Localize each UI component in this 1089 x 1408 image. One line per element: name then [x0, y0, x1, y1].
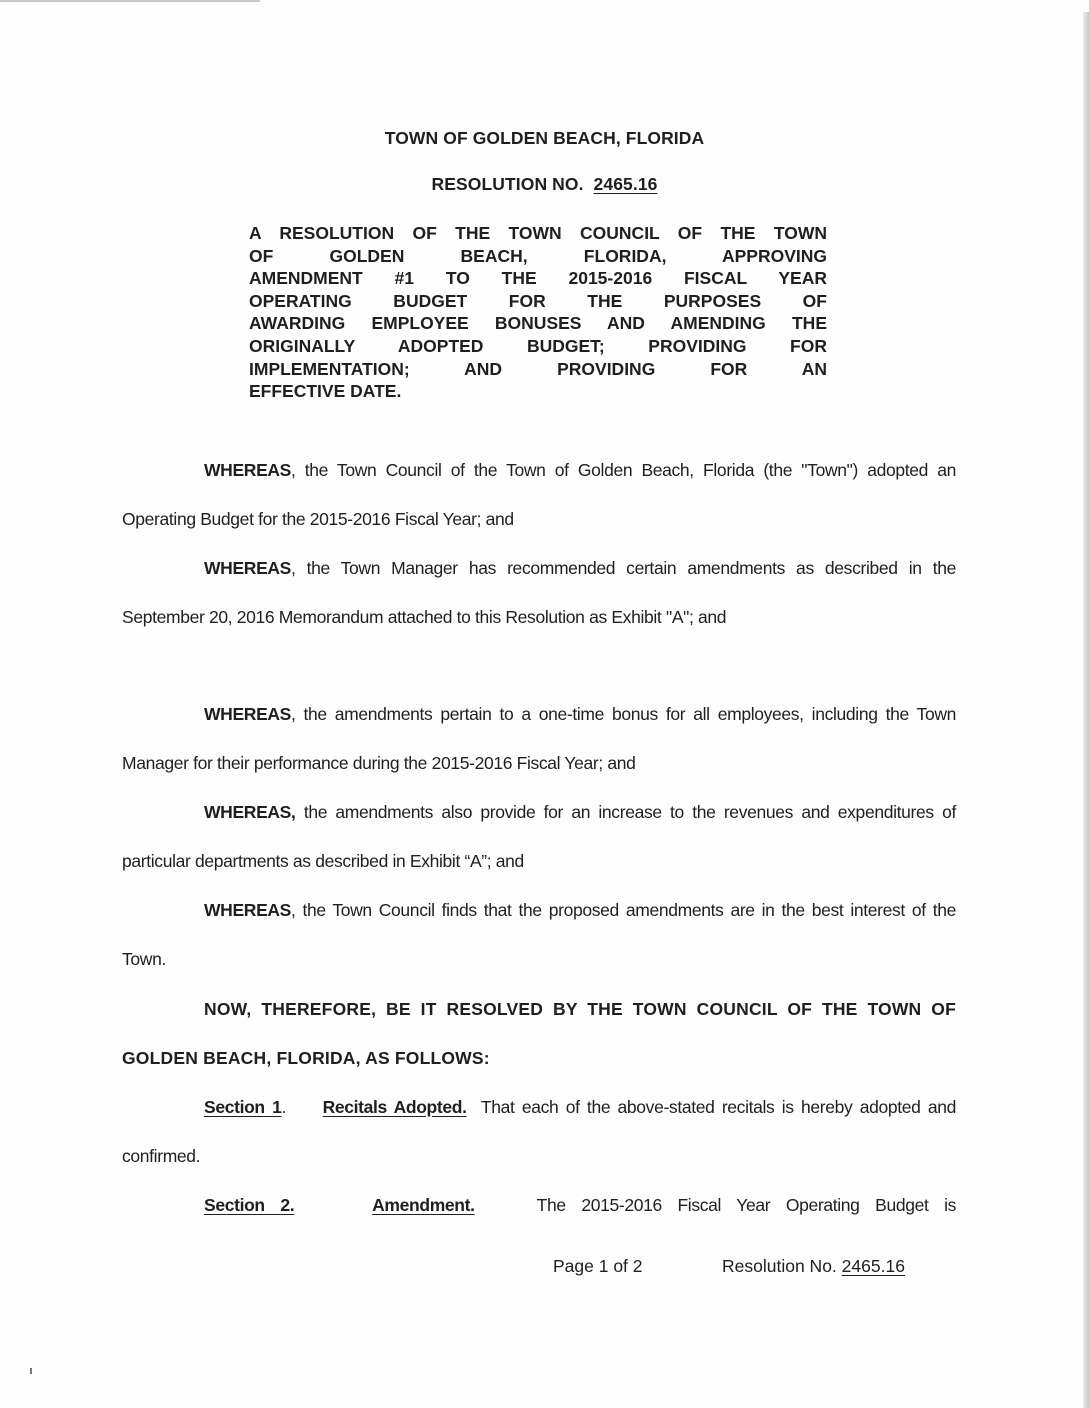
recital-lead: WHEREAS, — [204, 802, 296, 822]
footer-resolution — [722, 1256, 905, 1277]
footer-resolution-label: Resolution No. — [722, 1256, 837, 1276]
title-line: IMPLEMENTATION; AND PROVIDING FOR AN — [249, 358, 827, 379]
scan-edge-right — [1083, 12, 1089, 1408]
recital-lead: WHEREAS — [204, 460, 291, 480]
town-heading: TOWN OF GOLDEN BEACH, FLORIDA — [384, 128, 705, 148]
resolution-number: 2465.16 — [593, 174, 658, 194]
recital-paragraph — [122, 690, 956, 788]
title-line: OPERATING BUDGET FOR THE PURPOSES OF — [249, 290, 827, 311]
title-line: AMENDMENT #1 TO THE 2015-2016 FISCAL YEAR — [249, 268, 827, 289]
section-number-punct: . — [281, 1097, 286, 1117]
recital-paragraph — [122, 788, 956, 886]
recital-paragraph — [122, 544, 956, 642]
scan-artifact — [30, 1368, 32, 1374]
title-line: OF GOLDEN BEACH, FLORIDA, APPROVING — [249, 245, 827, 266]
section-number: Section 2. — [204, 1195, 295, 1215]
title-line: A RESOLUTION OF THE TOWN COUNCIL OF THE TOWN — [249, 223, 827, 243]
resolution-heading — [0, 174, 1089, 195]
resolved-clause — [122, 985, 956, 1083]
resolved-clause-text: NOW, THEREFORE, BE IT RESOLVED BY THE TOWN COUNCIL OF THE TOWN OF GOLDEN BEACH, FLORIDA, AS FOLLOWS: — [122, 999, 956, 1068]
recital-paragraph — [122, 446, 956, 544]
recital-lead: WHEREAS — [204, 900, 291, 920]
page-number: Page 1 of 2 — [553, 1256, 643, 1276]
resolution-title — [249, 222, 827, 403]
scan-edge-top — [0, 0, 260, 2]
section-heading: Recitals Adopted. — [322, 1097, 467, 1117]
section-1 — [122, 1083, 956, 1181]
recital-lead: WHEREAS — [204, 704, 291, 724]
section-text: That each of the above-stated recitals is hereby adopted and confirmed. — [122, 1097, 957, 1166]
resolution-label: RESOLUTION NO. — [431, 174, 584, 194]
section-heading: Amendment. — [372, 1195, 475, 1215]
recital-paragraph — [122, 886, 956, 984]
section-number: Section 1 — [204, 1097, 282, 1117]
recital-text: the amendments also provide for an increase to the revenues and expenditures of particular departments as described in Exhibit “A”; and — [122, 802, 956, 871]
title-line: EFFECTIVE DATE. — [249, 381, 402, 402]
section-text: The 2015-2016 Fiscal Year Operating Budget is — [536, 1195, 957, 1215]
section-2 — [122, 1181, 956, 1230]
recital-text: , the amendments pertain to a one-time bonus for all employees, including the Town Manager for their performance during the 2015-2016 Fiscal Year; and — [122, 704, 956, 773]
title-line: ORIGINALLY ADOPTED BUDGET; PROVIDING FOR — [249, 335, 827, 356]
recital-lead: WHEREAS — [204, 558, 291, 578]
recital-text: , the Town Council finds that the proposed amendments are in the best interest of the Town. — [122, 900, 956, 969]
footer-resolution-number: 2465.16 — [841, 1256, 905, 1276]
recital-text: , the Town Council of the Town of Golden Beach, Florida (the "Town") adopted an Operating Budget for the 2015-2016 Fiscal Year; and — [122, 460, 956, 529]
recital-text: , the Town Manager has recommended certain amendments as described in the September 20, 2016 Memorandum attached to this Resolution as Exhibit "A"; and — [122, 558, 956, 627]
title-line: AWARDING EMPLOYEE BONUSES AND AMENDING THE — [249, 313, 827, 334]
